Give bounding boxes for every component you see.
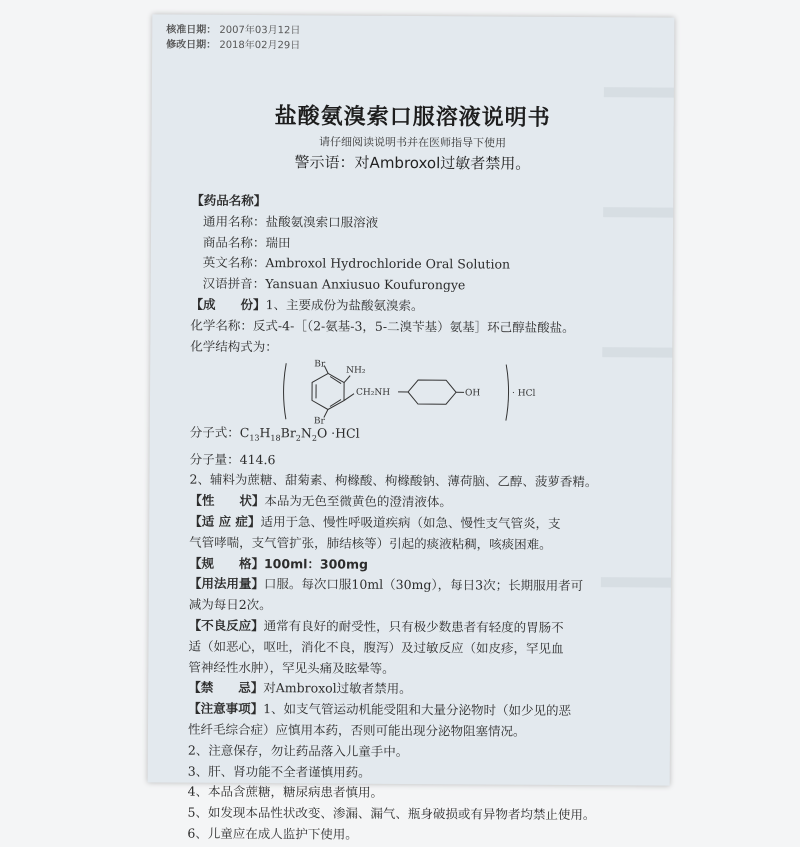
formula-c: C bbox=[240, 425, 250, 440]
english-name: Ambroxol Hydrochloride Oral Solution bbox=[265, 255, 510, 271]
contraindications-row bbox=[188, 678, 656, 702]
bond-ch2 bbox=[344, 394, 354, 401]
show-through-mark bbox=[604, 87, 674, 97]
indications-heading: 【适 应 症】 bbox=[189, 514, 260, 529]
formula-br-count: 2 bbox=[296, 434, 301, 443]
formula-br: Br bbox=[281, 426, 296, 441]
spec-row bbox=[189, 553, 657, 577]
approval-date-row bbox=[166, 22, 300, 38]
cyclohexane-ring bbox=[408, 380, 456, 404]
spec-heading: 【规 格】 bbox=[189, 555, 264, 570]
ch2nh-label: CH₂NH bbox=[356, 388, 390, 398]
adverse-line2: 适（如恶心，呕吐，消化不良，腹泻）及过敏反应（如皮疹，罕见血 bbox=[188, 636, 656, 660]
indications-line1: 适用于急、慢性呼吸道疾病（如急、慢性支气管炎，支 bbox=[260, 514, 560, 531]
trade-name: 瑞田 bbox=[265, 235, 290, 250]
trade-name-label: 商品名称： bbox=[203, 234, 266, 249]
structure-diagram bbox=[280, 360, 550, 426]
molecular-formula-row bbox=[190, 423, 658, 452]
indications-line2: 气管哮喘，支气管扩张，肺结核等）引起的痰液粘稠，咳痰困难。 bbox=[189, 533, 657, 557]
formula-c-count: 13 bbox=[249, 434, 259, 443]
drug-name-heading: 【药品名称】 bbox=[191, 193, 266, 208]
adverse-line1: 通常有良好的耐受性，只有极少数患者有轻度的胃肠不 bbox=[264, 618, 564, 635]
mw-value: 414.6 bbox=[240, 452, 276, 467]
generic-name: 盐酸氨溴索口服溶液 bbox=[266, 214, 379, 230]
nh2-label: NH₂ bbox=[346, 366, 366, 376]
spec-text: 100ml：300mg bbox=[264, 556, 368, 572]
pinyin-name-label: 汉语拼音： bbox=[203, 276, 266, 291]
precaution-item: 6、儿童应在成人监护下使用。 bbox=[187, 824, 655, 847]
approval-date: 2007年03月12日 bbox=[219, 25, 300, 36]
english-name-row bbox=[191, 253, 659, 277]
warning-statement: 警示语：对Ambroxol过敏者禁用。 bbox=[151, 150, 673, 174]
date-block bbox=[166, 22, 300, 53]
structure-label: 化学结构式为： bbox=[190, 336, 658, 360]
precaution-item: 4、本品含蔗糖，糖尿病患者慎用。 bbox=[188, 782, 656, 806]
contraindications-text: 对Ambroxol过敏者禁用。 bbox=[263, 681, 412, 697]
formula-rest: O ·HCl bbox=[317, 426, 360, 441]
english-name-label: 英文名称： bbox=[203, 255, 266, 270]
generic-name-label: 通用名称： bbox=[203, 214, 266, 229]
pinyin-name-row bbox=[191, 274, 659, 298]
properties-row bbox=[189, 491, 657, 515]
document-title: 盐酸氨溴索口服溶液说明书 bbox=[152, 98, 674, 132]
benzene-ring bbox=[312, 374, 344, 410]
formula-n: N bbox=[301, 426, 312, 441]
properties-heading: 【性 状】 bbox=[189, 493, 264, 508]
chemical-name: 化学名称：反式-4-［（2-氨基-3，5-二溴苄基）氨基］环己醇盐酸盐。 bbox=[190, 315, 658, 339]
precautions-line2: 性纤毛综合症）应慎用本药，否则可能出现分泌物阻塞情况。 bbox=[188, 720, 656, 744]
adverse-row bbox=[189, 616, 657, 640]
dosage-line1: 口服。每次口服10ml（30mg），每日3次；长期服用者可 bbox=[264, 577, 583, 594]
composition-line1: 1、主要成份为盐酸氨溴索。 bbox=[266, 297, 424, 313]
br-top-label: Br bbox=[314, 360, 326, 370]
formula-h-count: 18 bbox=[270, 434, 280, 443]
chemical-structure bbox=[190, 359, 658, 426]
composition-row bbox=[191, 295, 659, 319]
contraindications-heading: 【禁 忌】 bbox=[188, 680, 263, 695]
formula-n-count: 2 bbox=[312, 434, 317, 443]
left-bracket bbox=[283, 364, 286, 420]
dosage-heading: 【用法用量】 bbox=[189, 576, 264, 591]
leaflet-sheet bbox=[148, 14, 675, 785]
approval-label: 核准日期： bbox=[166, 24, 216, 35]
precautions-heading: 【注意事项】 bbox=[188, 701, 263, 716]
precaution-item: 3、肝、肾功能不全者谨慎用药。 bbox=[188, 761, 656, 785]
generic-name-row bbox=[191, 211, 659, 235]
trade-name-row bbox=[191, 232, 659, 256]
precautions-line1: 1、如支气管运动机能受阻和大量分泌物时（如少见的恶 bbox=[263, 701, 571, 718]
br-bottom-label: Br bbox=[314, 417, 326, 427]
formula-label: 分子式： bbox=[190, 425, 240, 440]
adverse-heading: 【不良反应】 bbox=[189, 618, 264, 633]
composition-heading: 【成 份】 bbox=[191, 297, 266, 312]
pinyin-name: Yansuan Anxiusuo Koufurongye bbox=[265, 276, 465, 292]
adverse-line3: 管神经性水肿），罕见头痛及眩晕等。 bbox=[188, 657, 656, 681]
leaflet-body bbox=[187, 191, 659, 847]
bond-nh2 bbox=[344, 376, 350, 383]
revision-date-row bbox=[166, 37, 300, 53]
section-drug-name bbox=[191, 191, 659, 215]
precaution-item: 2、注意保存，勿让药品落入儿童手中。 bbox=[188, 740, 656, 764]
properties-text: 本品为无色至微黄色的澄清液体。 bbox=[264, 493, 452, 509]
formula-h: H bbox=[260, 425, 271, 440]
precaution-item: 5、如发现本品性状改变、渗漏、漏气、瓶身破损或有异物者均禁止使用。 bbox=[187, 803, 655, 827]
right-bracket bbox=[506, 365, 509, 421]
document-subtitle: 请仔细阅读说明书并在医师指导下使用 bbox=[152, 132, 674, 151]
precautions-row bbox=[188, 699, 656, 723]
dosage-row bbox=[189, 574, 657, 598]
excipients: 2、辅料为蔗糖、甜菊素、枸橼酸、枸橼酸钠、薄荷脑、乙醇、菠萝香精。 bbox=[189, 470, 657, 494]
hcl-label: · HCl bbox=[512, 389, 536, 399]
revision-date: 2018年02月29日 bbox=[219, 40, 300, 51]
dosage-line2: 减为每日2次。 bbox=[189, 595, 657, 619]
indications-row bbox=[189, 512, 657, 536]
revision-label: 修改日期： bbox=[166, 39, 216, 50]
mw-label: 分子量： bbox=[190, 451, 240, 466]
molecular-weight-row bbox=[190, 449, 658, 473]
oh-label: OH bbox=[465, 389, 480, 399]
